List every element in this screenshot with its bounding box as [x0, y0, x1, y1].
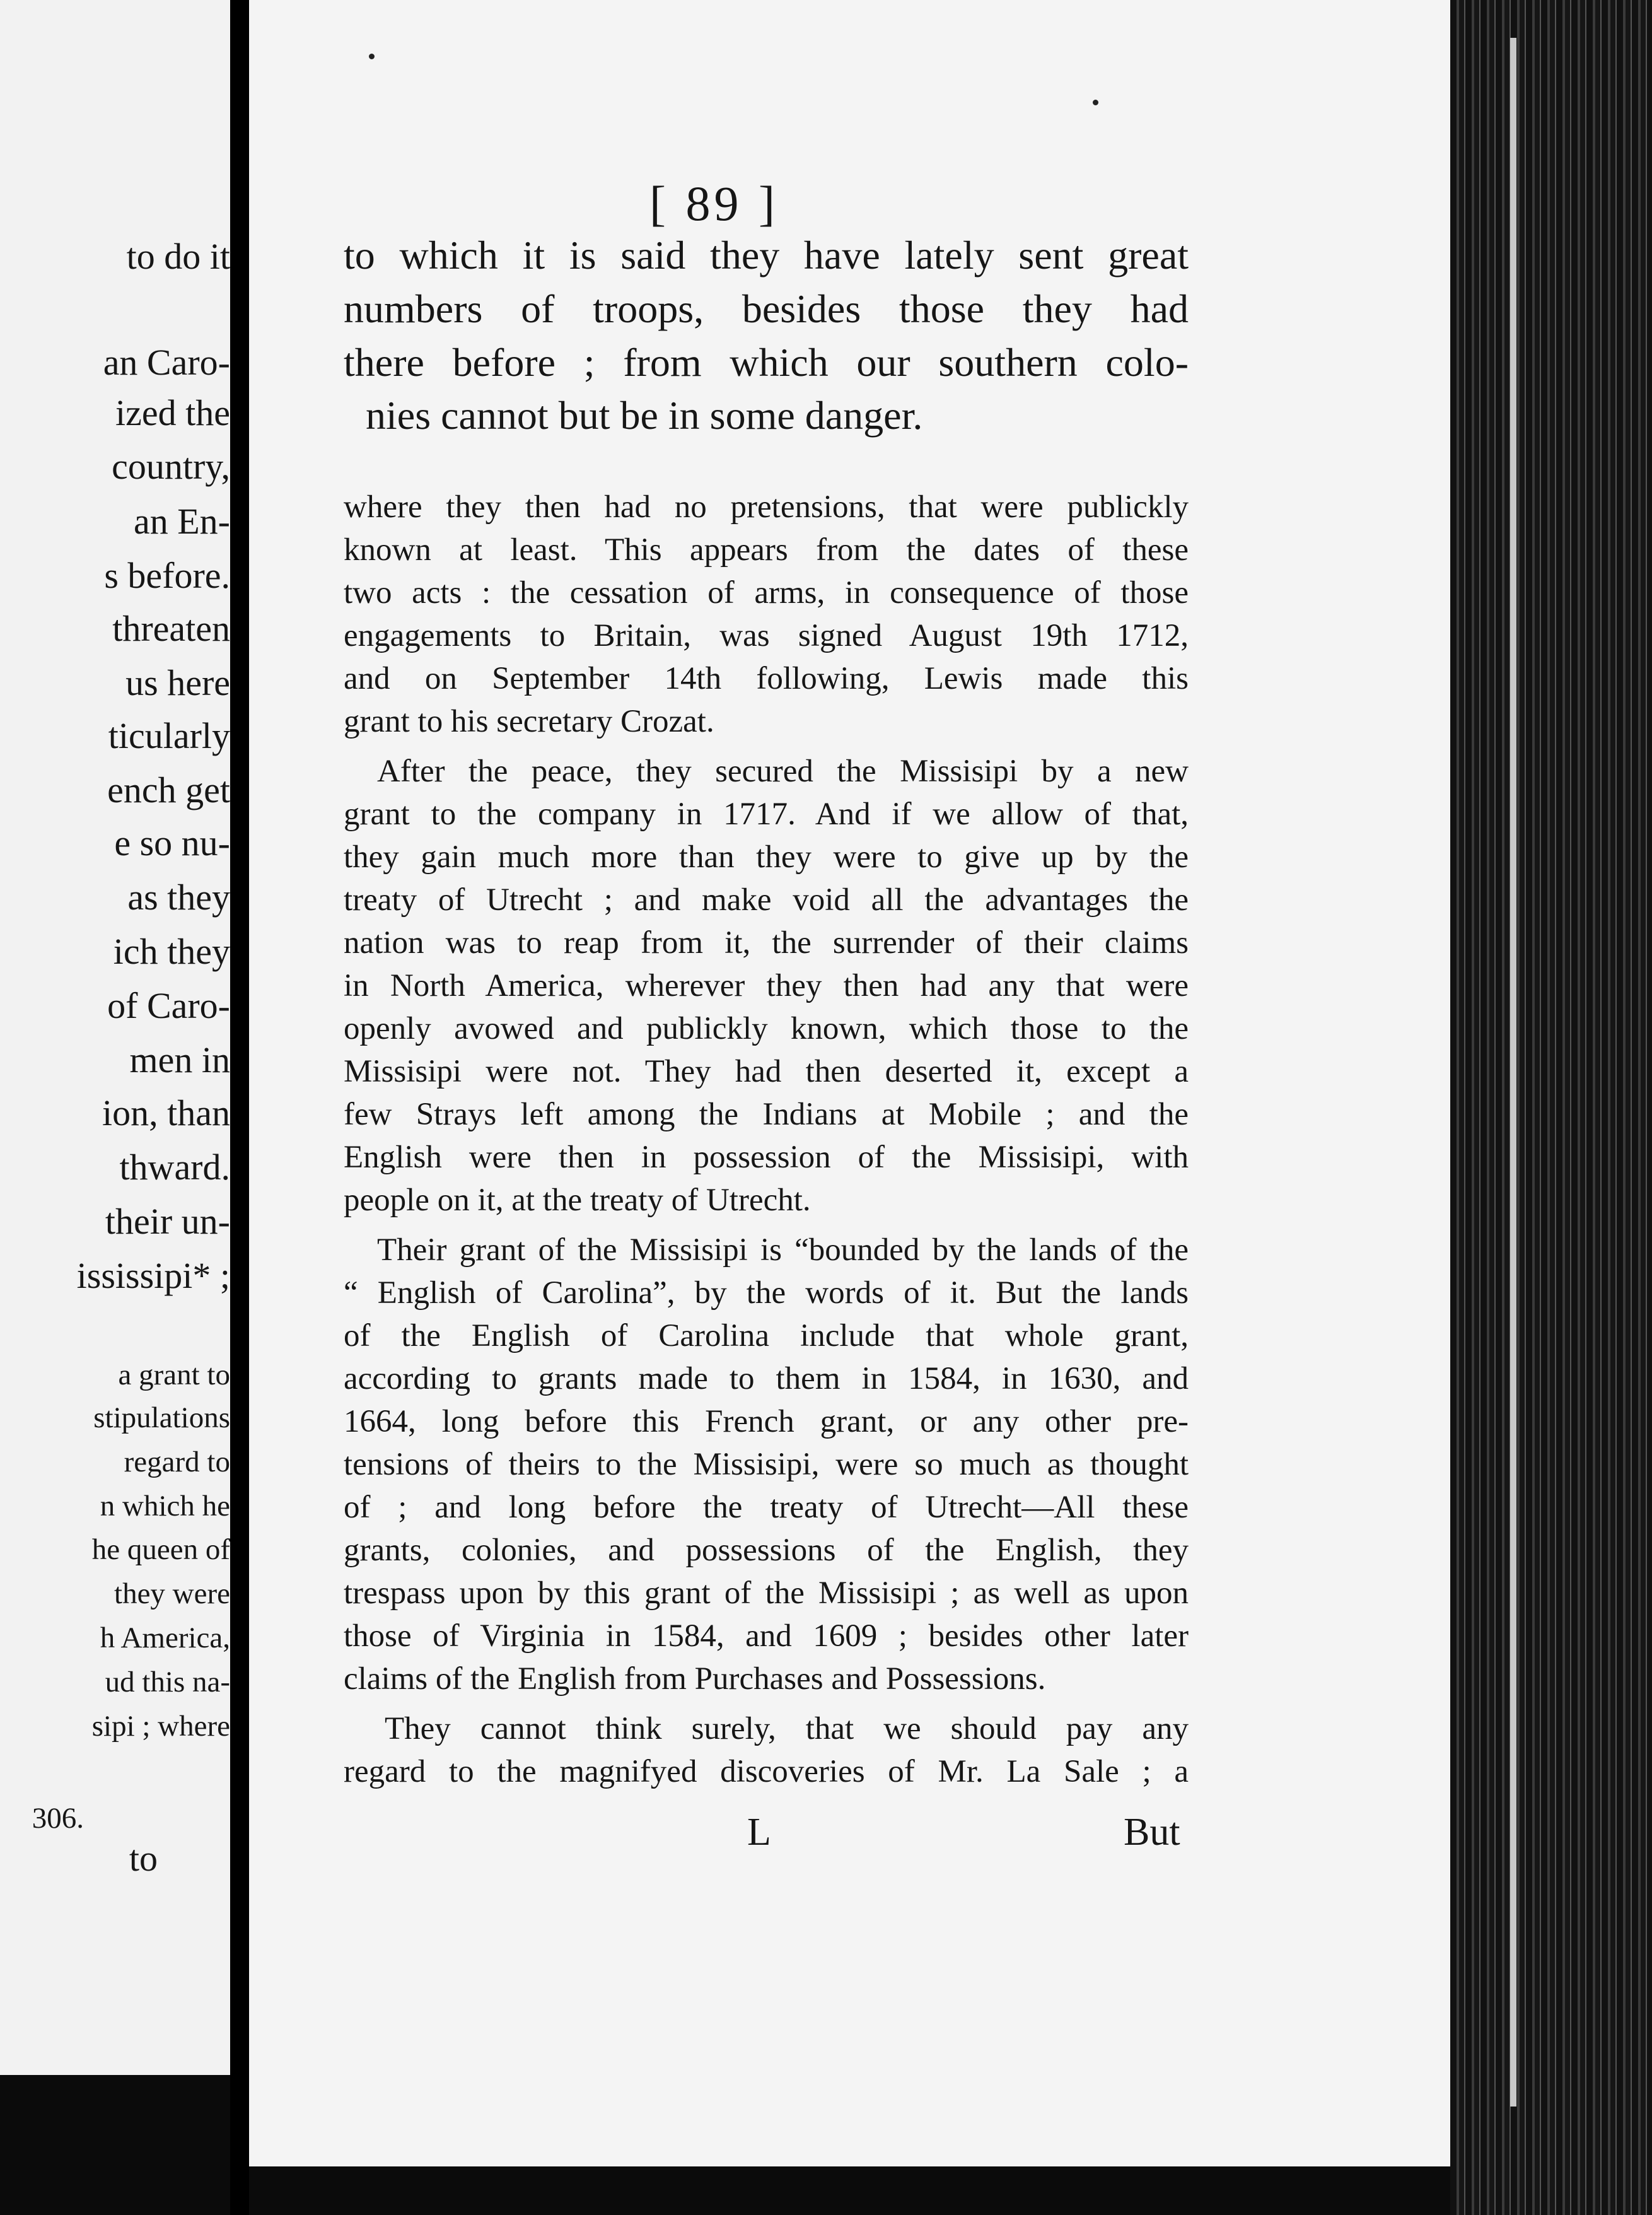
body-line: those of Virginia in 1584, and 1609 ; besides other later — [344, 1618, 1189, 1654]
ink-speck — [1093, 100, 1098, 105]
body-line: Missisipi were not. They had then deserted it, except a — [344, 1054, 1189, 1089]
left-page-line: ticularly — [108, 715, 230, 756]
body-line: according to grants made to them in 1584, in 1630, and — [344, 1361, 1189, 1396]
left-page-line: country, — [112, 446, 230, 487]
body-line: two acts : the cessation of arms, in consequence of those — [344, 575, 1189, 611]
body-line: where they then had no pretensions, that were publickly — [344, 489, 1189, 525]
left-page-line: stipulations — [93, 1401, 230, 1434]
body-line: Their grant of the Missisipi is “bounded by the lands of the — [377, 1232, 1189, 1268]
top-paragraph-line: nies cannot but be in some danger. — [366, 393, 923, 438]
left-page-line: e so nu- — [114, 822, 230, 863]
body-line: openly avowed and publickly known, which those to the — [344, 1011, 1189, 1046]
left-page-line: ich they — [113, 931, 230, 972]
book-page-edges — [1450, 0, 1652, 2215]
left-page-line: threaten — [112, 608, 230, 649]
body-line: grant to the company in 1717. And if we allow of that, — [344, 797, 1189, 832]
left-page-footnote: 306. — [32, 1802, 84, 1835]
body-line: few Strays left among the Indians at Mobile ; and the — [344, 1097, 1189, 1132]
left-page-line: an Caro- — [103, 342, 230, 383]
left-page-line: sipi ; where — [91, 1710, 230, 1743]
body-line: treaty of Utrecht ; and make void all the advantages the — [344, 882, 1189, 918]
left-page-line: men in — [129, 1039, 230, 1080]
left-page-line: s before. — [104, 555, 230, 596]
catchword: But — [1124, 1811, 1180, 1854]
left-page-line: a grant to — [118, 1359, 230, 1391]
left-page-line: he queen of — [91, 1533, 230, 1566]
body-line: grants, colonies, and possessions of the English, they — [344, 1533, 1189, 1568]
body-line: engagements to Britain, was signed August 19th 1712, — [344, 618, 1189, 653]
left-page-line: ench get — [107, 769, 230, 810]
left-page-line: ion, than — [102, 1092, 230, 1133]
signature-mark: L — [747, 1811, 771, 1854]
top-paragraph-line: there before ; from which our southern colo- — [344, 340, 1189, 385]
left-page-line: us here — [125, 662, 230, 703]
body-line: claims of the English from Purchases and Possessions. — [344, 1661, 1046, 1697]
left-page-line: of Caro- — [107, 985, 230, 1026]
page-gutter — [230, 0, 249, 2215]
left-page-line: thward. — [119, 1147, 230, 1188]
body-line: of the English of Carolina include that whole grant, — [344, 1318, 1189, 1353]
body-line: and on September 14th following, Lewis made this — [344, 661, 1189, 696]
body-line: They cannot think surely, that we should pay any — [385, 1711, 1189, 1746]
left-page-line: n which he — [100, 1490, 230, 1522]
previous-page-fragment — [0, 0, 230, 2075]
page-edge-highlight — [1510, 38, 1516, 2107]
left-page-catchword: to — [129, 1838, 158, 1879]
left-page-line: as they — [127, 877, 230, 918]
left-page-line: ud this na- — [105, 1666, 230, 1698]
body-line: English were then in possession of the Missisipi, with — [344, 1140, 1189, 1175]
body-line: in North America, wherever they then had any that were — [344, 968, 1189, 1003]
top-paragraph-line: to which it is said they have lately sent great — [344, 233, 1189, 278]
left-page-line: ississipi* ; — [76, 1255, 230, 1296]
left-page-line: h America, — [100, 1622, 230, 1654]
page-number: [ 89 ] — [649, 176, 779, 231]
body-line: tensions of theirs to the Missisipi, were so much as thought — [344, 1447, 1189, 1482]
left-page-line: to do it — [126, 236, 230, 277]
left-page-line: an En- — [134, 501, 230, 542]
body-line: people on it, at the treaty of Utrecht. — [344, 1183, 811, 1218]
body-line: After the peace, they secured the Missisipi by a new — [377, 754, 1189, 789]
body-line: they gain much more than they were to give up by the — [344, 839, 1189, 875]
left-page-line: regard to — [124, 1446, 230, 1478]
body-line: trespass upon by this grant of the Missisipi ; as well as upon — [344, 1575, 1189, 1611]
left-page-line: they were — [114, 1577, 230, 1610]
left-page-line: ized the — [115, 392, 230, 433]
ink-speck — [369, 54, 375, 59]
body-line: grant to his secretary Crozat. — [344, 704, 714, 739]
body-line: regard to the magnifyed discoveries of Mr. La Sale ; a — [344, 1754, 1189, 1789]
top-paragraph-line: numbers of troops, besides those they had — [344, 286, 1189, 331]
body-line: 1664, long before this French grant, or any other pre- — [344, 1404, 1189, 1439]
body-line: known at least. This appears from the dates of these — [344, 532, 1189, 568]
left-page-line: their un- — [105, 1201, 230, 1242]
body-line: “ English of Carolina”, by the words of it. But the lands — [344, 1275, 1189, 1311]
body-line: of ; and long before the treaty of Utrecht—All these — [344, 1490, 1189, 1525]
body-line: nation was to reap from it, the surrender of their claims — [344, 925, 1189, 961]
